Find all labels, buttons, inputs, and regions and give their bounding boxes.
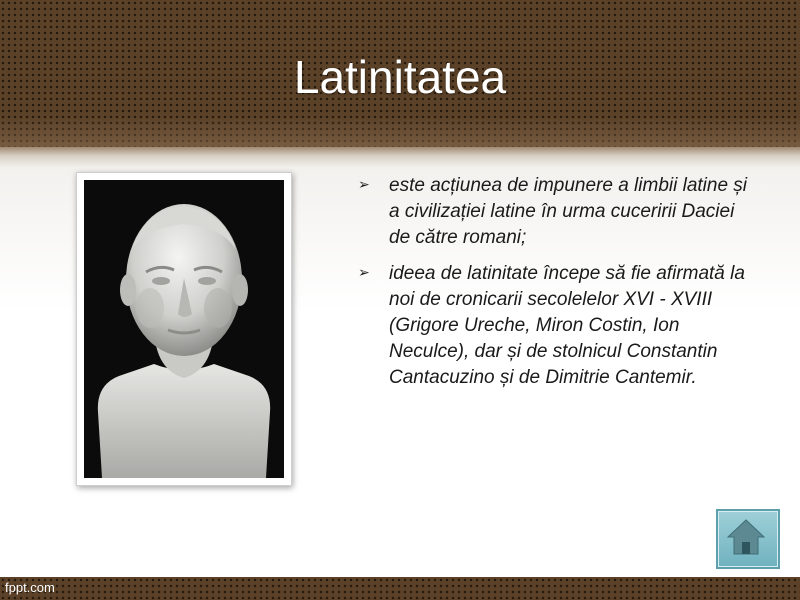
header-divider (0, 147, 800, 167)
bullet-text: ideea de latinitate începe să fie afirmată la noi de cronicarii secolelelor XVI - XVIII (Grigore Ureche, Miron Costin, Ion Neculce), dar și de stolnicul Constantin Cantacuzino și de Dimitrie Cantemir. (389, 263, 745, 388)
bullet-list (358, 173, 758, 401)
arrow-bullet-icon: ➢ (358, 177, 370, 193)
bust-image-frame (76, 172, 292, 486)
footer-label: fppt.com (5, 580, 55, 595)
arrow-bullet-icon: ➢ (358, 265, 370, 281)
slide-title: Latinitatea (293, 51, 507, 103)
home-button[interactable] (716, 509, 780, 569)
list-item (358, 261, 758, 391)
bust-image (84, 180, 284, 478)
list-item (358, 173, 758, 251)
bullet-text: este acțiunea de impunere a limbii latine și a civilizației latine în urma cuceririi Daciei de către romani; (389, 175, 748, 248)
home-icon (726, 517, 766, 557)
bust-illustration (84, 180, 284, 478)
footer-band (0, 577, 800, 600)
